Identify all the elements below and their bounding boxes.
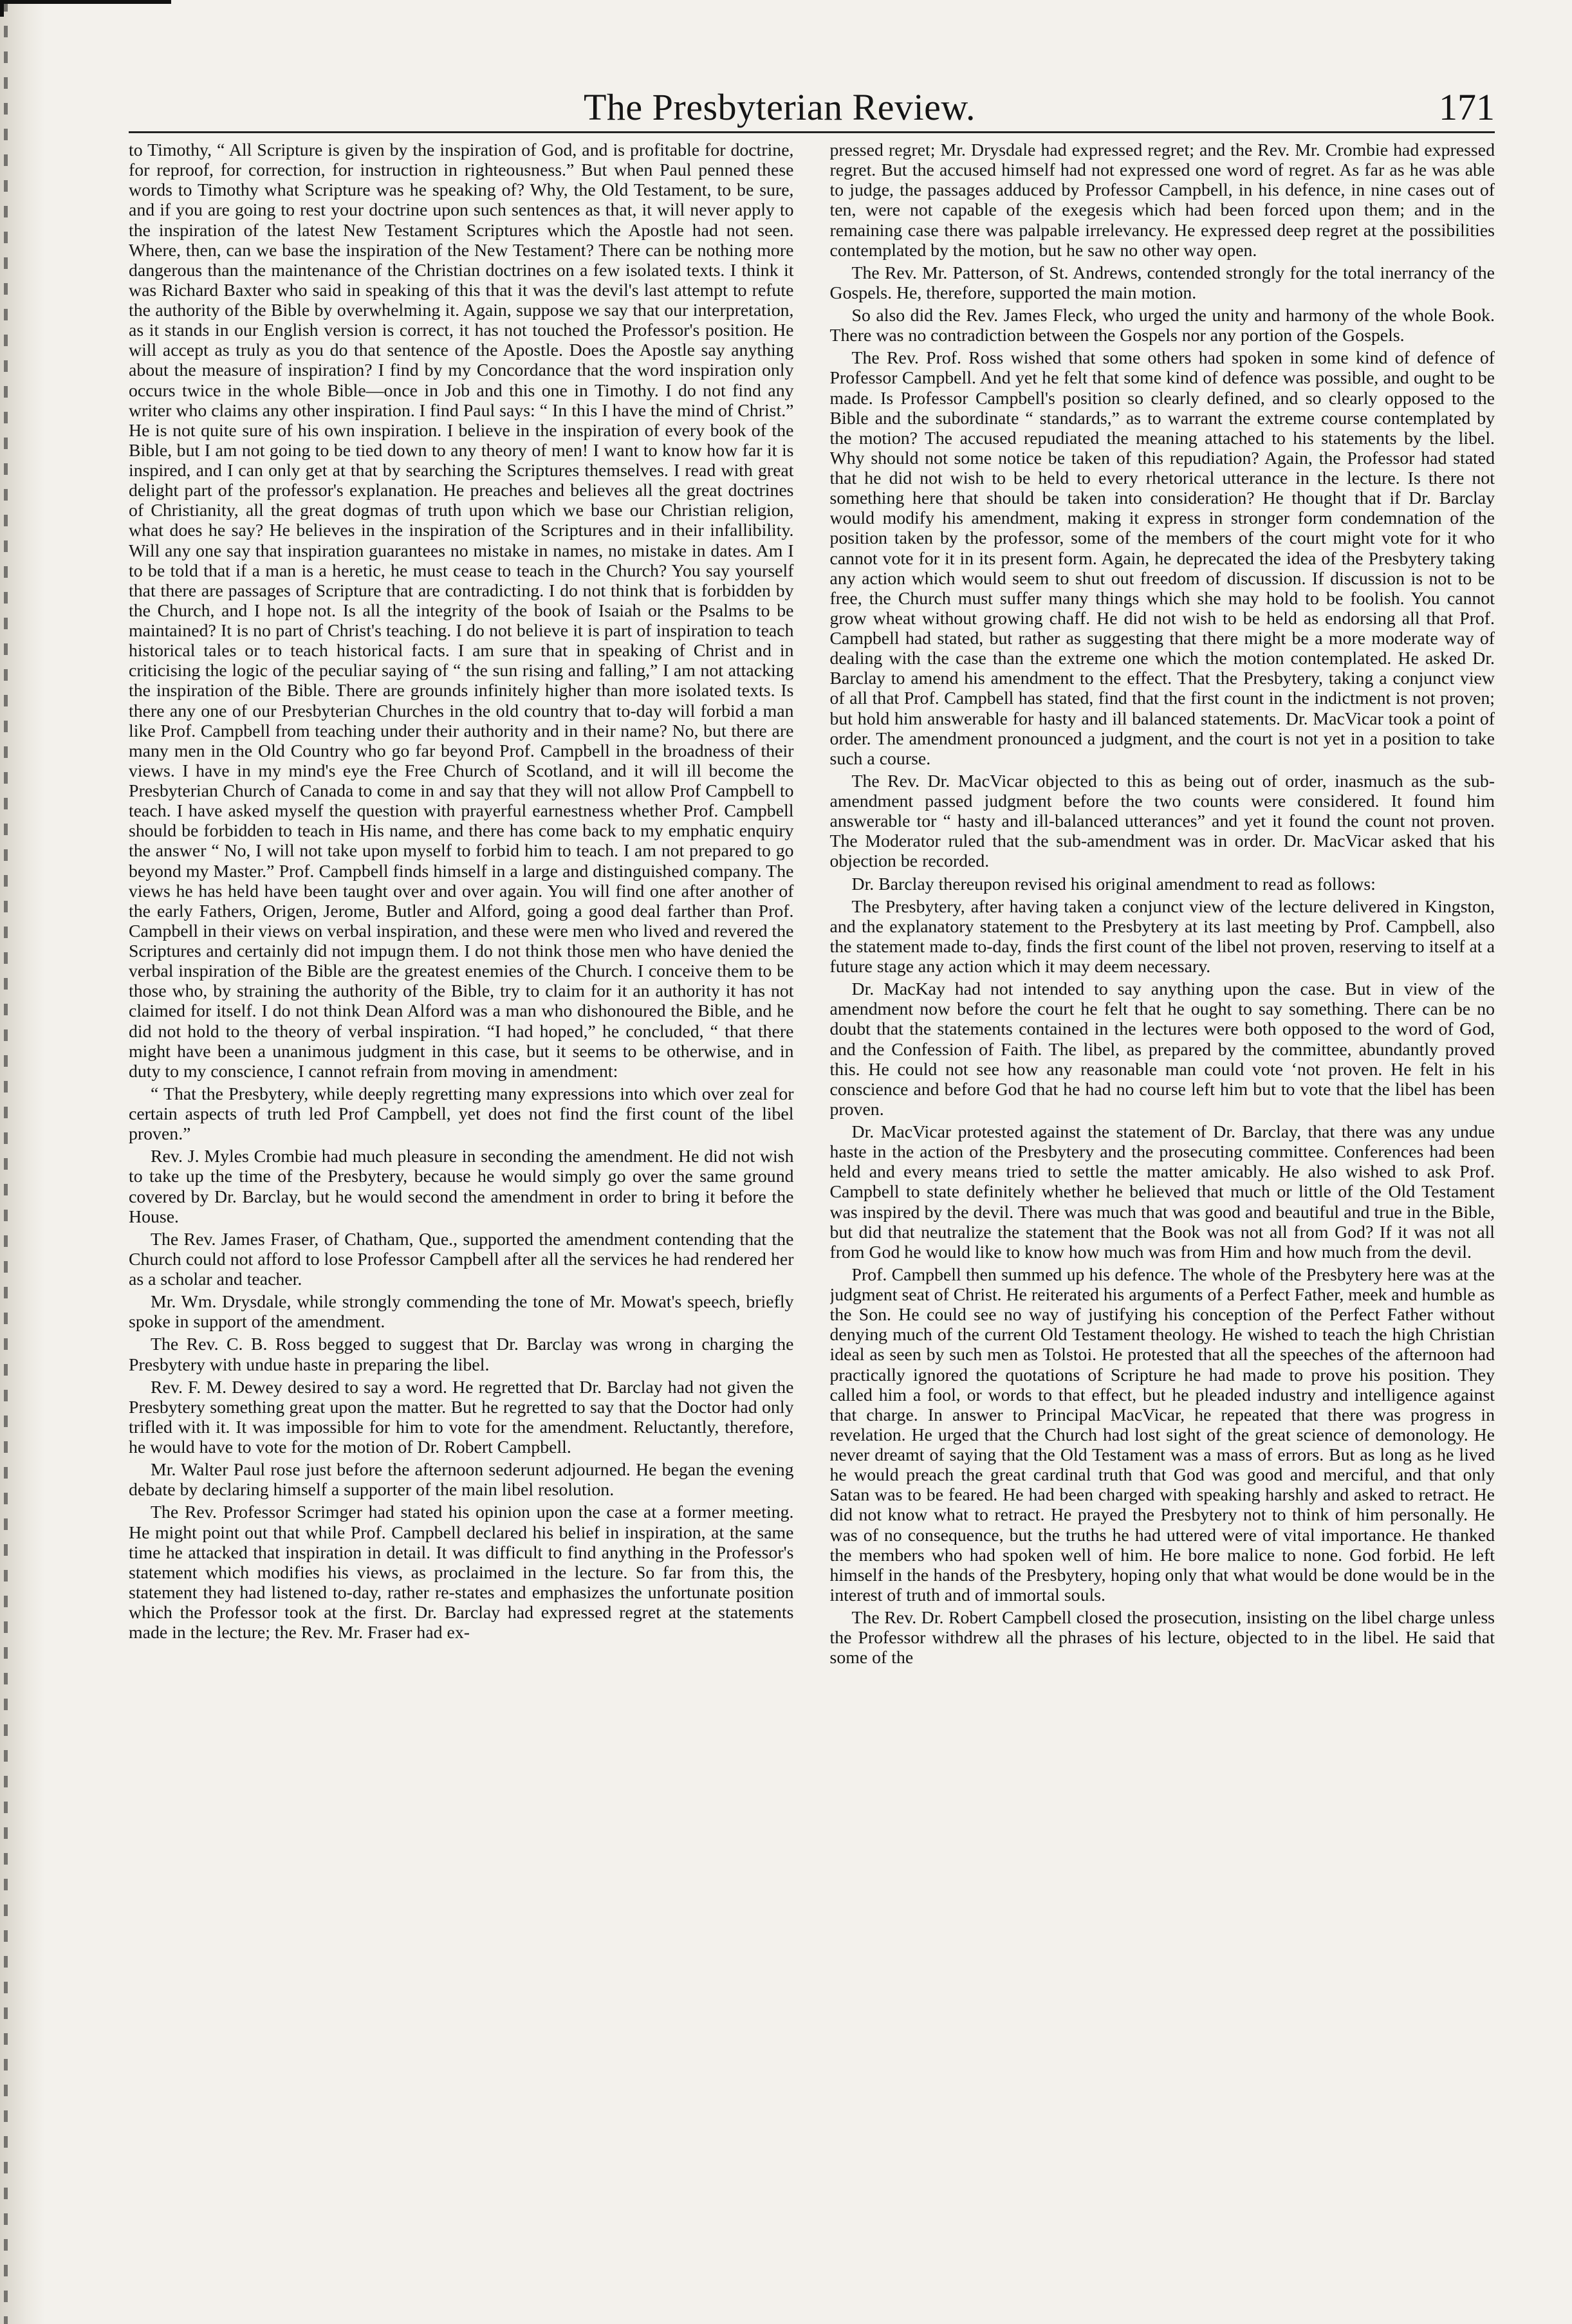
amendment-quote: “ That the Presbytery, while deeply regretting many expressions into which over zeal for certain aspects of truth led Prof Campbell, yet does not find the first count of the libel proven.”	[129, 1084, 794, 1145]
paragraph: Mr. Wm. Drysdale, while strongly commending the tone of Mr. Mowat's speech, briefly spoke in support of the amendment.	[129, 1292, 794, 1333]
paragraph: The Rev. Professor Scrimger had stated his opinion upon the case at a former meeting. He might point out that while Prof. Campbell declared his belief in inspiration, at the same time he attacked that inspiration in detail. It was difficult to find anything in the Professor's statement which modifies his views, as proclaimed in the lecture. So far from this, the statement they had listened to-day, rather re-states and emphasizes the unfortunate position which the Professor took at the first. Dr. Barclay had expressed regret at the statements made in the lecture; the Rev. Mr. Fraser had ex-	[129, 1502, 794, 1643]
running-header	[103, 64, 1495, 129]
right-column	[830, 140, 1495, 2285]
paragraph: The Rev. Prof. Ross wished that some others had spoken in some kind of defence of Professor Campbell. And yet he felt that some kind of defence was possible, and ought to be made. Is Professor Campbell's position so clearly defined, and so clearly opposed to the Bible and the subordinate “ standards,” as to warrant the extreme course contemplated by the motion? The accused repudiated the meaning attached to his statements by the libel. Why should not some notice be taken of this repudiation? Again, the Professor had stated that he did not wish to be held to every rhetorical utterance in the lecture. Is there not something here that should be taken into consideration? He thought that if Dr. Barclay would modify his amendment, making it express in stronger form condemnation of the position taken by the professor, some of the members of the court might vote for it who cannot vote for it in its present form. Again, he deprecated the idea of the Presbytery taking any action which would seem to shut out freedom of discussion. If discussion is not to be free, the Church must suffer many things which she may hold to be foolish. You cannot grow wheat without growing chaff. He did not wish to be held as endorsing all that Prof. Campbell had stated, but rather as suggesting that there might be a more moderate way of dealing with the case than the extreme one which the motion contemplated. He asked Dr. Barclay to amend his amendment to the effect. That the Presbytery, taking a conjunct view of all that Prof. Campbell has stated, find that the first count in the indictment is not proven; but hold him answerable for hasty and ill balanced statements. Dr. MacVicar took a point of order. The amendment pronounced a judgment, and the court is not yet in a position to take such a course.	[829, 348, 1495, 769]
paragraph: The Presbytery, after having taken a conjunct view of the lecture delivered in Kingston, and the explanatory statement to the Presbytery at its last meeting by Prof. Campbell, also the statement made to-day, finds the first count of the libel not proven, reserving to itself at a future stage any action which it may deem necessary.	[829, 896, 1495, 977]
paragraph: Rev. J. Myles Crombie had much pleasure in seconding the amendment. He did not wish to take up the time of the Presbytery, because he would simply go over the same ground covered by Dr. Barclay, but he would second the amendment in order to bring it before the House.	[129, 1147, 794, 1227]
paragraph: to Timothy, “ All Scripture is given by the inspiration of God, and is profitable for doctrine, for reproof, for correction, for instruction in righteousness.” But when Paul penned these words to Timothy what Scripture was he speaking of? Why, the Old Testament, to be sure, and if you are going to rest your doctrine upon such sentences as that, it will never apply to the inspiration of the latest New Testament Scriptures which the Apostle had not seen. Where, then, can we base the inspiration of the New Testament? There can be nothing more dangerous than the maintenance of the Christian doctrines on a few isolated texts. I think it was Richard Baxter who said in speaking of this that it was the devil's last attempt to refute the authority of the Bible by overwhelming it. Again, suppose we say that our interpretation, as it stands in our English version is correct, it has not touched the Professor's position. He will accept as truly as you do that sentence of the Apostle. Does the Apostle say anything about the measure of inspiration? I find by my Concordance that the word inspiration only occurs twice in the whole Bible—once in Job and this one in Timothy. I do not find any writer who claims any other inspiration. I find Paul says: “ In this I have the mind of Christ.” He is not quite sure of his own inspiration. I believe in the inspiration of every book of the Bible, but I am not going to be tied down to any theory of men! I want to know how far it is inspired, and I can only get at that by searching the Scriptures themselves. I read with great delight part of the professor's explanation. He preaches and believes all the great doctrines of Christianity, all the great dogmas of truth upon which we base our Christian religion, what does he say? He believes in the inspiration of the Scriptures and in their infallibility. Will any one say that inspiration guarantees no mistake in names, no mistake in dates. Am I to be told that if a man is a heretic, he must cease to teach in the Church? You say yourself that there are passages of Scripture that are contradicting. I do not think that is forbidden by the Church, and I hope not. Is all the integrity of the book of Isaiah or the Psalms to be maintained? It is no part of Christ's teaching. I do not believe it is part of inspiration to teach historical tales or to teach historical facts. I am sure that in speaking of Christ and in criticising the logic of the peculiar saying of “ the sun rising and falling,” I am not attacking the inspiration of the Bible. There are grounds infinitely higher than more isolated texts. Is there any one of our Presbyterian Churches in the old country that to-day will forbid a man like Prof. Campbell from teaching under their authority and in their name? No, but there are many men in the Old Country who go far beyond Prof. Campbell in the broadness of their views. I have in my mind's eye the Free Church of Scotland, and it will ill become the Presbyterian Church of Canada to come in and say that they will not allow Prof Campbell to teach. I have asked myself the question with prayerful earnestness whether Prof. Campbell should be forbidden to teach in His name, and there has come back to my emphatic enquiry the answer “ No, I will not take upon myself to forbid him to teach. I am not prepared to go beyond my Master.” Prof. Campbell finds himself in a large and distinguished company. The views he has held have been taught over and over again. You will find one after another of the early Fathers, Origen, Jerome, Butler and Alford, going a good deal farther than Prof. Campbell in their views on verbal inspiration, and these were men who lived and revered the Scriptures and certainly did not impugn them. I do not think those men who have denied the verbal inspiration of the Bible are the greatest enemies of the Church. I conceive them to be those who, by straining the authority of the Bible, try to claim for it an authority it has not claimed for itself. I do not think Dean Alford was a man who dishonoured the Bible, and he did not hold to the theory of verbal inspiration. “I had hoped,” he concluded, “ that there might have been a unanimous judgment in this case, but it seems to be otherwise, and in duty to my conscience, I cannot refrain from moving in amendment:	[129, 140, 794, 1082]
paragraph: Rev. F. M. Dewey desired to say a word. He regretted that Dr. Barclay had not given the Presbytery something great upon the matter. But he regretted to say that the Doctor had only trifled with it. It was impossible for him to vote for the amendment. Reluctantly, therefore, he would have to vote for the motion of Dr. Robert Campbell.	[129, 1377, 794, 1457]
paragraph: Dr. MacVicar protested against the statement of Dr. Barclay, that there was any undue haste in the action of the Presbytery and the prosecuting committee. Conferences had been held and every means tried to settle the matter amicably. He also wished to ask Prof. Campbell to state definitely whether he believed that much or little of the Old Testament was inspired by the devil. There was much that was good and beautiful and true in the Bible, but did that neutralize the statement that the Book was not all from God? If it was not all from God he would like to know how much was from Him and how much from the devil.	[829, 1122, 1495, 1262]
page-number: 171	[1439, 86, 1495, 128]
corner-mark	[0, 0, 171, 17]
paragraph: Prof. Campbell then summed up his defence. The whole of the Presbytery here was at the judgment seat of Christ. He reiterated his arguments of a Perfect Father, meek and humble as the Son. He could see no way of justifying his conception of the Perfect Father without denying much of the current Old Testament theology. He wished to teach the high Christian ideal as seen by such men as Tolstoi. He protested that all the speeches of the afternoon had practically ignored the quotations of Scripture he had made to prove his position. They called him a fool, or words to that effect, but he pleaded industry and intelligence against that charge. In answer to Principal MacVicar, he repeated that there was progress in revelation. He urged that the Church had lost sight of the great science of demonology. He never dreamt of saying that the Old Testament was a mass of errors. But as long as he lived he would preach the great cardinal truth that God was good and merciful, and that only Satan was to be feared. He had been charged with speaking harshly and asked to retract. He did not know what to retract. He prayed the Presbytery not to think of him personally. He was of no consequence, but the truths he had uttered were of vital importance. He thanked the members who had spoken well of him. He bore malice to none. God forbid. He left himself in the hands of the Presbytery, hoping only that what would be done would be in the interest of truth and of immortal souls.	[829, 1264, 1495, 1605]
paragraph: So also did the Rev. James Fleck, who urged the unity and harmony of the whole Book. There was no contradiction between the Gospels nor any portion of the Gospels.	[829, 306, 1495, 346]
paragraph: The Rev. Dr. MacVicar objected to this as being out of order, inasmuch as the sub-amendment passed judgment before the two counts were considered. It found him answerable tor “ hasty and ill-balanced utterances” and yet it found the count not proven. The Moderator ruled that the sub-amendment was in order. Dr. MacVicar asked that his objection be recorded.	[829, 771, 1495, 872]
binding-stitch-marks	[4, 0, 8, 2324]
left-column	[129, 140, 794, 2285]
paragraph: pressed regret; Mr. Drysdale had expressed regret; and the Rev. Mr. Crombie had expressed regret. But the accused himself had not expressed one word of regret. As far as he was able to judge, the passages adduced by Professor Campbell, in his defence, in nine cases out of ten, were not capable of the exegesis which had been forced upon them; and in the remaining case there was palpable irrelevancy. He expressed deep regret at the possibilities contemplated by the motion, but he saw no other way open.	[829, 140, 1495, 261]
paragraph: The Rev. James Fraser, of Chatham, Que., supported the amendment contending that the Church could not afford to lose Professor Campbell after all the services he had rendered her as a scholar and teacher.	[129, 1229, 794, 1289]
article-body	[129, 140, 1495, 2285]
paragraph: The Rev. Mr. Patterson, of St. Andrews, contended strongly for the total inerrancy of the Gospels. He, therefore, supported the main motion.	[829, 263, 1495, 303]
paragraph: The Rev. C. B. Ross begged to suggest that Dr. Barclay was wrong in charging the Presbytery with undue haste in preparing the libel.	[129, 1334, 794, 1375]
paragraph: The Rev. Dr. Robert Campbell closed the prosecution, insisting on the libel charge unless the Professor withdrew all the phrases of his lecture, objected to in the libel. He said that some of the	[829, 1608, 1495, 1668]
header-rule	[129, 131, 1495, 133]
paragraph: Dr. MacKay had not intended to say anything upon the case. But in view of the amendment now before the court he felt that he ought to say something. There can be no doubt that the statements contained in the lectures were both opposed to the word of God, and the Confession of Faith. The libel, as prepared by the committee, abundantly proved this. He could not see how any reasonable man could vote ‘not proven. He felt in his conscience and before God that he had no course left him but to vote that the libel has been proven.	[829, 979, 1495, 1120]
paragraph: Mr. Walter Paul rose just before the afternoon sederunt adjourned. He began the evening debate by declaring himself a supporter of the main libel resolution.	[129, 1460, 794, 1500]
paragraph: Dr. Barclay thereupon revised his original amendment to read as follows:	[851, 874, 1376, 894]
journal-title: The Presbyterian Review.	[584, 86, 976, 128]
